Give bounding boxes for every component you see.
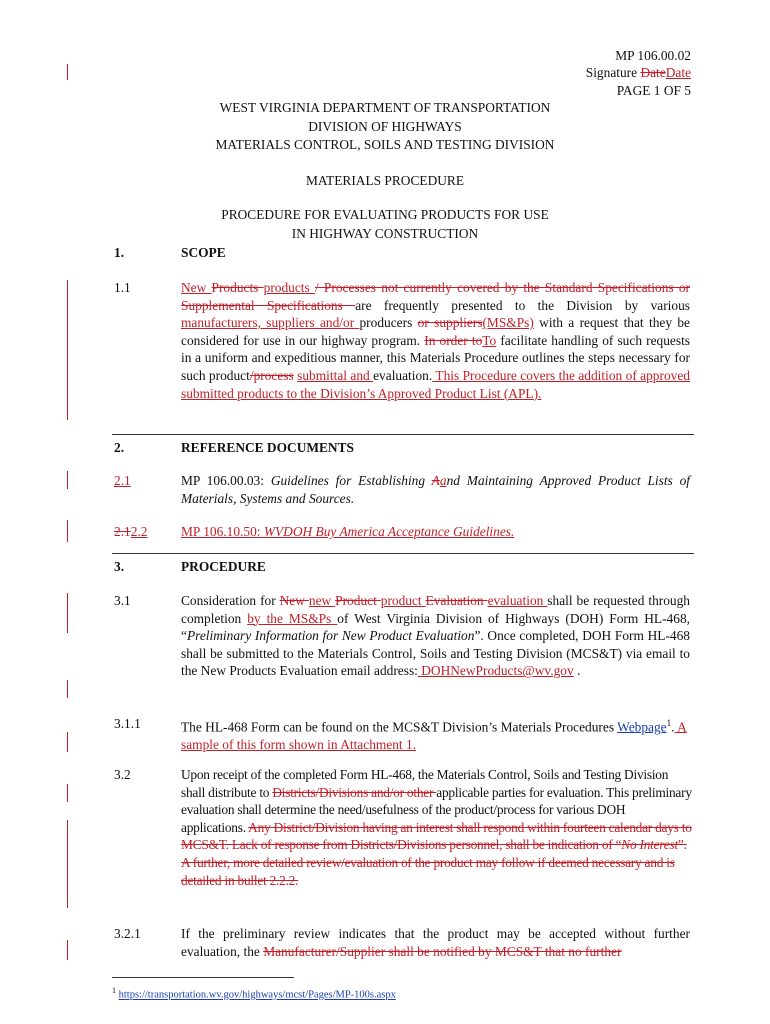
section-number: 3. (114, 559, 125, 574)
section-title: PROCEDURE (181, 559, 266, 574)
paragraph-number: 3.2 (114, 767, 131, 782)
section-divider (112, 434, 694, 435)
change-bar (67, 820, 68, 908)
footnote-ref[interactable]: 1 (666, 718, 672, 728)
procedure-title-line1: PROCEDURE FOR EVALUATING PRODUCTS FOR USE (221, 207, 549, 222)
paragraph-1-1: New Products products / Processes not currently covered by the Standard Specifications or Supplemental Specifications are frequently presented to the Division by various manufacturers, suppliers and/or producers or suppliers(MS&Ps) with a request that they be considered for use in our highway program. In order toTo facilitate handling of such requests in a uniform and expeditious manner, this Materials Procedure outlines the steps necessary for such product/process submittal and evaluation. This Procedure covers the addition of approved submitted products to the Division’s Approved Product List (APL). (181, 280, 690, 401)
paragraph-number: 2.1 (114, 473, 131, 488)
agency-title: WEST VIRGINIA DEPARTMENT OF TRANSPORTATION (219, 100, 551, 115)
footnote-url-link[interactable]: https://transportation.wv.gov/highways/mcst/Pages/MP-100s.aspx (118, 989, 396, 1001)
section-title: SCOPE (181, 245, 226, 260)
paragraph-3-2: Upon receipt of the completed Form HL-468, the Materials Control, Soils and Testing Division shall distribute to Districts/Divisions and/or other applicable parties for evaluation. This preliminary evaluation shall determine the need/usefulness of the product/process for various DOH applications. Any District/Division having an interest shall respond within fourteen calendar days to MCS&T. Lack of response from Districts/Divisions personnel, shall be indication of “No Interest”. A further, more detailed review/evaluation of the product may follow if deemed necessary and is detailed in bullet 2.2.2. (181, 767, 692, 888)
change-bar (67, 593, 68, 633)
paragraph-2-1: MP 106.00.03: Guidelines for Establishing Aand Maintaining Approved Product Lists of Materials, Systems and Sources. (181, 473, 691, 506)
change-bar (67, 520, 68, 542)
paragraph-number: 2.12.2 (114, 524, 148, 539)
paragraph-number: 3.1 (114, 593, 131, 608)
webpage-link[interactable]: Webpage (617, 719, 667, 735)
procedure-title-line2: IN HIGHWAY CONSTRUCTION (291, 226, 479, 241)
paragraph-3-1: Consideration for New new Product product Evaluation evaluation shall be requested through completion by the MS&Ps of West Virginia Division of Highways (DOH) Form HL-468, “Preliminary Information for New Product Evaluation”. Once completed, DOH Form HL-468 shall be submitted to the Materials Control, Soils and Testing Division (MCS&T) via email to the New Products Evaluation email address: DOHNewProducts@wv.gov . (181, 593, 691, 679)
change-bar (67, 732, 68, 752)
change-bar (67, 280, 68, 420)
paragraph-number: 1.1 (114, 280, 131, 295)
change-bar (67, 64, 68, 80)
paragraph-number: 3.2.1 (114, 926, 141, 941)
change-bar (67, 940, 68, 960)
section-number: 2. (114, 440, 125, 455)
change-bar (67, 680, 68, 698)
paragraph-3-1-1: The HL-468 Form can be found on the MCS&T Division’s Materials Procedures Webpage$^1$. A sample of this form shown in Attachment 1. (181, 718, 687, 753)
footnote: $^1$ https://transportation.wv.gov/highways/mcst/Pages/MP-100s.aspx (112, 986, 396, 1001)
division-title: DIVISION OF HIGHWAYS (308, 119, 462, 134)
footnote-separator (112, 977, 294, 978)
doc-id: MP 106.00.02 (615, 48, 691, 63)
change-bar (67, 784, 68, 802)
document-type: MATERIALS PROCEDURE (305, 173, 465, 188)
paragraph-number: 3.1.1 (114, 716, 141, 731)
page-number: PAGE 1 OF 5 (616, 83, 691, 98)
subdivision-title: MATERIALS CONTROL, SOILS AND TESTING DIVISION (215, 137, 555, 152)
change-bar (67, 471, 68, 489)
section-number: 1. (114, 245, 125, 260)
paragraph-2-2: MP 106.10.50: WVDOH Buy America Acceptance Guidelines. (181, 524, 515, 539)
section-divider (112, 553, 694, 554)
signature-date: Signature DateDate (585, 65, 691, 80)
paragraph-3-2-1: If the preliminary review indicates that the product may be accepted without further evaluation, the Manufacturer/Supplier shall be notified by MCS&T that no further (181, 926, 690, 959)
email-link[interactable]: DOHNewProducts@wv.gov (417, 663, 574, 679)
section-title: REFERENCE DOCUMENTS (181, 440, 354, 455)
